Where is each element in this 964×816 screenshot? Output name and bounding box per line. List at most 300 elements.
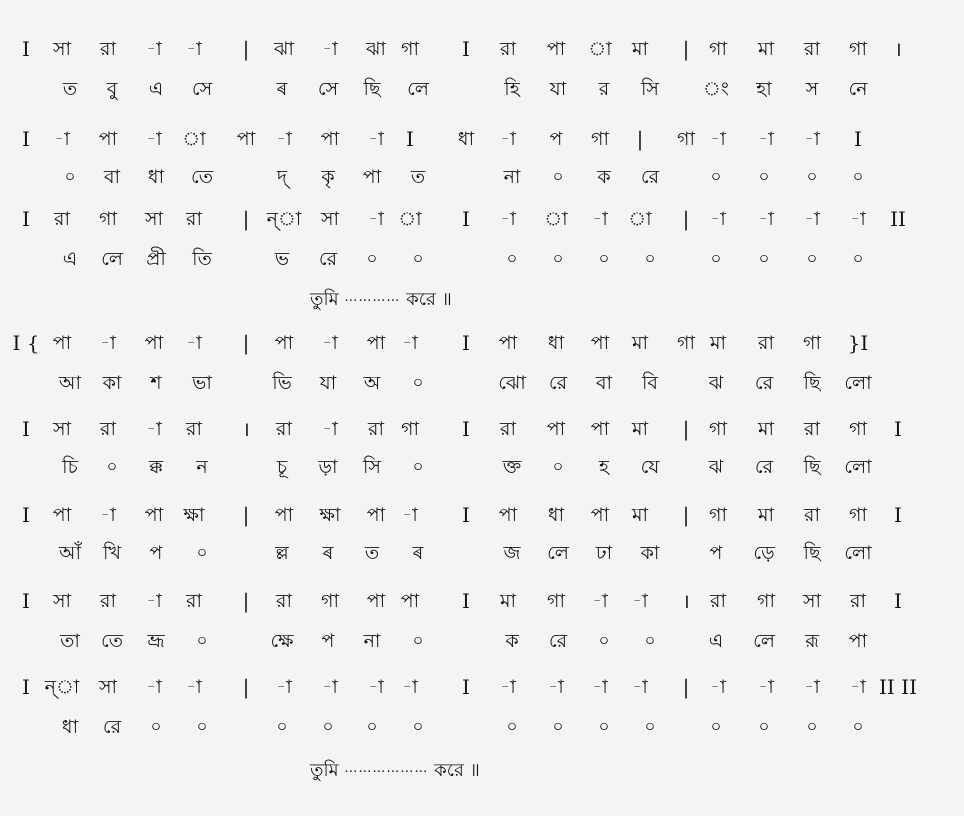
swara-note: গা — [757, 590, 775, 612]
swara-note: সা — [144, 208, 164, 230]
lyric-syllable: খি — [103, 542, 121, 564]
swara-note: রা — [804, 504, 820, 526]
swara-note: মা — [631, 504, 649, 526]
lyric-syllable: ৰ — [412, 542, 424, 564]
swara-note: মা — [631, 38, 649, 60]
lyric-syllable: ঝ — [708, 456, 724, 478]
swara-note: মা — [631, 418, 649, 440]
swara-note: া — [588, 38, 612, 60]
lyric-syllable: ০ — [552, 717, 564, 737]
lyric-syllable: সি — [641, 78, 659, 100]
lyric-syllable: না — [503, 166, 521, 188]
swara-note: রা — [804, 38, 820, 60]
swara-note: -া — [146, 128, 162, 150]
swara-note: -া — [402, 676, 418, 698]
lyric-syllable: ০ — [196, 543, 208, 563]
lyric-syllable: ড়া — [318, 456, 338, 478]
lyric-syllable: হা — [756, 78, 772, 100]
swara-note: -া — [758, 128, 774, 150]
swara-note: -া — [368, 676, 384, 698]
swara-note: ধা — [547, 504, 565, 526]
swara-note: ন্া — [44, 676, 80, 698]
lyric-syllable: ল্ল — [275, 542, 289, 564]
bar-line: | — [682, 207, 690, 231]
lyric-syllable: নে — [848, 78, 868, 100]
swara-note: রা — [500, 418, 516, 440]
swara-note: -া — [758, 208, 774, 230]
lyric-syllable: লে — [407, 78, 429, 100]
lyric-syllable: চি — [62, 456, 78, 478]
lyric-syllable: রে — [548, 372, 568, 394]
lyric-syllable: লো — [844, 542, 872, 564]
lyric-line — [0, 74, 964, 104]
lyric-syllable: স — [805, 78, 819, 100]
bar-line: I — [462, 37, 470, 61]
swara-note: পা — [590, 332, 610, 354]
swara-note: পা — [236, 128, 256, 150]
lyric-syllable: লে — [547, 542, 569, 564]
swara-note: া — [182, 128, 206, 150]
lyric-syllable: ০ — [644, 249, 656, 269]
swara-note: -া — [186, 332, 202, 354]
lyric-syllable: আঁ — [58, 542, 82, 564]
swara-note: পা — [366, 504, 386, 526]
swara-note: -া — [710, 208, 726, 230]
refrain-end: করে ॥ — [434, 760, 480, 781]
swara-note: গা — [591, 128, 609, 150]
lyric-syllable: এ — [62, 248, 78, 270]
swara-note: -া — [146, 676, 162, 698]
lyric-syllable: রে — [754, 372, 774, 394]
lyric-syllable: হ — [599, 456, 609, 478]
lyric-syllable: ০ — [644, 631, 656, 651]
bar-line: । — [894, 37, 902, 61]
swara-note: রা — [758, 332, 774, 354]
lyric-syllable: ০ — [598, 717, 610, 737]
swara-note: পা — [546, 418, 566, 440]
swara-note: -া — [850, 676, 866, 698]
refrain-dots: ……………… — [344, 761, 429, 776]
notation-line — [0, 328, 964, 358]
swara-note: -া — [548, 676, 564, 698]
swara-note: গা — [99, 208, 117, 230]
swara-note: ক্ষা — [319, 504, 341, 526]
bar-line: I — [22, 503, 30, 527]
lyric-syllable: বু — [106, 78, 118, 100]
lyric-syllable: এ — [708, 630, 724, 652]
swara-note: -া — [710, 128, 726, 150]
lyric-syllable: রূ — [805, 630, 819, 652]
bar-line: I — [22, 207, 30, 231]
lyric-line — [0, 538, 964, 568]
lyric-syllable: ০ — [806, 249, 818, 269]
lyric-syllable: বা — [595, 372, 613, 394]
lyric-syllable: অ — [363, 372, 381, 394]
swara-note: পা — [274, 504, 294, 526]
lyric-line — [0, 162, 964, 192]
lyric-syllable: ০ — [710, 717, 722, 737]
lyric-syllable: লো — [844, 372, 872, 394]
lyric-syllable: বি — [641, 372, 659, 394]
swara-note: -া — [850, 208, 866, 230]
bar-line: I — [22, 589, 30, 613]
bar-line: | — [242, 589, 250, 613]
bar-line: | — [242, 503, 250, 527]
swara-note: -া — [632, 590, 648, 612]
lyric-syllable: হি — [504, 78, 520, 100]
bar-line: | — [242, 37, 250, 61]
lyric-syllable: ধা — [61, 716, 79, 738]
swara-note: মা — [757, 38, 775, 60]
lyric-syllable: ধা — [147, 166, 165, 188]
refrain-line — [310, 756, 480, 784]
lyric-syllable: প — [149, 542, 163, 564]
notation-line — [0, 124, 964, 154]
swara-note: -া — [632, 676, 648, 698]
swara-note: ঝা — [366, 38, 386, 60]
lyric-syllable: ভ্রূ — [147, 630, 165, 652]
swara-note: গা — [321, 590, 339, 612]
swara-note: মা — [709, 332, 727, 354]
swara-note: সা — [52, 38, 72, 60]
swara-note: মা — [631, 332, 649, 354]
notation-line — [0, 586, 964, 616]
bar-line: | — [682, 37, 690, 61]
lyric-syllable: রে — [548, 630, 568, 652]
swara-note: গা — [401, 38, 419, 60]
lyric-syllable: আ — [58, 372, 82, 394]
lyric-syllable: ত — [410, 166, 426, 188]
lyric-syllable: ঢা — [595, 542, 613, 564]
lyric-syllable: ০ — [412, 373, 424, 393]
lyric-syllable: ০ — [412, 249, 424, 269]
swara-note: পা — [52, 504, 72, 526]
swara-note: গা — [709, 504, 727, 526]
swara-note: রা — [500, 38, 516, 60]
swara-note: -া — [368, 128, 384, 150]
lyric-syllable: যা — [549, 78, 567, 100]
lyric-syllable: না — [363, 630, 381, 652]
lyric-syllable: চূ — [276, 456, 288, 478]
bar-line: I — [22, 675, 30, 699]
lyric-syllable: ০ — [412, 631, 424, 651]
lyric-syllable: ক — [505, 630, 519, 652]
lyric-syllable: লো — [844, 456, 872, 478]
swara-note: -া — [368, 208, 384, 230]
swara-note: প — [549, 128, 563, 150]
lyric-syllable: রে — [102, 716, 122, 738]
swara-note: রা — [186, 590, 202, 612]
lyric-syllable: ০ — [366, 717, 378, 737]
lyric-syllable: প — [709, 542, 723, 564]
lyric-syllable: ০ — [366, 249, 378, 269]
swara-note: -া — [322, 418, 338, 440]
lyric-syllable: ছি — [803, 372, 821, 394]
lyric-syllable: প — [321, 630, 335, 652]
swara-note: গা — [401, 418, 419, 440]
lyric-syllable: ০ — [598, 249, 610, 269]
lyric-syllable: ০ — [710, 249, 722, 269]
lyric-syllable: ছি — [363, 78, 381, 100]
bar-line: I — [462, 417, 470, 441]
swara-note: গা — [709, 38, 727, 60]
lyric-syllable: প্রী — [146, 248, 166, 270]
swara-note: -া — [402, 332, 418, 354]
lyric-syllable: ০ — [552, 457, 564, 477]
lyric-syllable: যে — [640, 456, 660, 478]
notation-line — [0, 34, 964, 64]
swara-note: সা — [98, 676, 118, 698]
lyric-syllable: ভা — [192, 372, 212, 394]
bar-line: । — [682, 589, 690, 613]
lyric-syllable: ঝো — [498, 372, 526, 394]
swara-note: পা — [590, 418, 610, 440]
lyric-syllable: ছি — [803, 542, 821, 564]
swara-note: -া — [500, 208, 516, 230]
lyric-line — [0, 244, 964, 274]
lyric-syllable: ০ — [758, 717, 770, 737]
swara-note: সা — [52, 418, 72, 440]
bar-line: }I — [847, 331, 869, 355]
notation-line — [0, 204, 964, 234]
swara-note: পা — [366, 590, 386, 612]
swara-note: -া — [804, 128, 820, 150]
lyric-syllable: ঝ — [708, 372, 724, 394]
swara-note: -া — [276, 676, 292, 698]
swara-note: া — [544, 208, 568, 230]
bar-line: I — [854, 127, 862, 151]
lyric-syllable: ভি — [272, 372, 292, 394]
lyric-line — [0, 712, 964, 742]
swara-note: রা — [276, 590, 292, 612]
swara-note: গা — [677, 332, 695, 354]
lyric-syllable: ০ — [806, 717, 818, 737]
swara-note: সা — [52, 590, 72, 612]
swara-note: পা — [98, 128, 118, 150]
bar-line: | — [242, 675, 250, 699]
lyric-syllable: ০ — [506, 717, 518, 737]
lyric-syllable: ০ — [412, 457, 424, 477]
swara-note: ধা — [547, 332, 565, 354]
lyric-syllable: ০ — [552, 167, 564, 187]
swara-note: -া — [54, 128, 70, 150]
lyric-syllable: এ — [148, 78, 164, 100]
lyric-syllable: ০ — [758, 249, 770, 269]
lyric-syllable: ৰ — [322, 542, 334, 564]
lyric-syllable: সি — [363, 456, 381, 478]
bar-line: | — [242, 207, 250, 231]
lyric-syllable: ০ — [276, 717, 288, 737]
swara-note: গা — [709, 418, 727, 440]
lyric-line — [0, 626, 964, 656]
lyric-syllable: রে — [754, 456, 774, 478]
swara-note: রা — [100, 38, 116, 60]
swara-note: -া — [276, 128, 292, 150]
lyric-syllable: ং — [703, 78, 729, 100]
notation-line — [0, 414, 964, 444]
swara-note: পা — [52, 332, 72, 354]
swara-note: রা — [186, 208, 202, 230]
bar-line: I — [462, 331, 470, 355]
bar-line: I — [462, 207, 470, 231]
swara-note: সা — [802, 590, 822, 612]
lyric-syllable: জ — [503, 542, 521, 564]
swara-note: -া — [592, 676, 608, 698]
swara-note: -া — [100, 504, 116, 526]
swara-note: গা — [547, 590, 565, 612]
swara-note: -া — [100, 332, 116, 354]
lyric-syllable: তা — [60, 630, 80, 652]
bar-line: I — [406, 127, 414, 151]
lyric-syllable: র — [598, 78, 610, 100]
lyric-syllable: ক্ত — [502, 456, 522, 478]
swara-note: রা — [100, 418, 116, 440]
swara-note: মা — [757, 504, 775, 526]
lyric-syllable: ০ — [852, 717, 864, 737]
bar-line: | — [682, 417, 690, 441]
swara-note: -া — [186, 38, 202, 60]
swara-note: গা — [803, 332, 821, 354]
lyric-syllable: লে — [101, 248, 123, 270]
notation-line — [0, 500, 964, 530]
bar-line: I — [22, 37, 30, 61]
bar-line: I — [894, 503, 902, 527]
lyric-syllable: ০ — [758, 167, 770, 187]
lyric-syllable: ০ — [196, 717, 208, 737]
swara-note: মা — [499, 590, 517, 612]
swara-note: গা — [849, 38, 867, 60]
swara-note: মা — [757, 418, 775, 440]
swara-note: া — [398, 208, 422, 230]
swara-note: ন্া — [266, 208, 302, 230]
lyric-syllable: ভ — [274, 248, 290, 270]
swara-note: রা — [100, 590, 116, 612]
bar-line: I — [22, 417, 30, 441]
lyric-syllable: ০ — [852, 167, 864, 187]
refrain-start: তুমি — [310, 760, 339, 781]
bar-line: I — [894, 589, 902, 613]
lyric-syllable: বা — [103, 166, 121, 188]
lyric-syllable: ০ — [150, 717, 162, 737]
refrain-dots: ………… — [344, 290, 401, 305]
lyric-syllable: ০ — [412, 717, 424, 737]
swara-note: -া — [804, 676, 820, 698]
bar-line: I — [22, 127, 30, 151]
lyric-syllable: সে — [191, 78, 213, 100]
lyric-syllable: ০ — [598, 631, 610, 651]
swara-note: পা — [400, 590, 420, 612]
lyric-syllable: তি — [192, 248, 212, 270]
swara-note: -া — [322, 676, 338, 698]
swara-note: -া — [186, 676, 202, 698]
lyric-syllable: ০ — [552, 249, 564, 269]
bar-line: | — [682, 675, 690, 699]
bar-line: | — [636, 127, 644, 151]
bar-line: I — [462, 675, 470, 699]
swara-note: গা — [849, 504, 867, 526]
swara-note: পা — [144, 504, 164, 526]
swara-note: রা — [54, 208, 70, 230]
swara-note: -া — [146, 38, 162, 60]
lyric-syllable: ০ — [322, 717, 334, 737]
refrain-start: তুমি — [310, 289, 339, 310]
swara-note: -া — [322, 332, 338, 354]
lyric-syllable: ০ — [852, 249, 864, 269]
lyric-syllable: শ — [150, 372, 162, 394]
refrain-line — [310, 285, 452, 313]
lyric-syllable: তে — [101, 630, 123, 652]
lyric-syllable: ০ — [806, 167, 818, 187]
swara-note: -া — [146, 418, 162, 440]
swara-note: সা — [320, 208, 340, 230]
lyric-syllable: কৃ — [321, 166, 335, 188]
swara-note: -া — [500, 676, 516, 698]
swara-note: -া — [758, 676, 774, 698]
bar-line: II II — [879, 675, 917, 699]
lyric-syllable: ন — [196, 456, 208, 478]
swara-note: -া — [402, 504, 418, 526]
lyric-syllable: লে — [753, 630, 775, 652]
lyric-syllable: ত — [62, 78, 78, 100]
lyric-syllable: কা — [640, 542, 660, 564]
swara-note: গা — [677, 128, 695, 150]
swara-note: -া — [322, 38, 338, 60]
swara-note: পা — [546, 38, 566, 60]
lyric-syllable: ক — [597, 166, 611, 188]
bar-line: I — [462, 589, 470, 613]
lyric-syllable: ক্ক — [149, 456, 163, 478]
swara-note: রা — [850, 590, 866, 612]
swara-note: -া — [804, 208, 820, 230]
swara-note: পা — [366, 332, 386, 354]
swara-note: পা — [590, 504, 610, 526]
swara-note: পা — [274, 332, 294, 354]
bar-line: | — [242, 331, 250, 355]
swara-note: রা — [710, 590, 726, 612]
bar-line: | — [682, 503, 690, 527]
lyric-syllable: ক্ষে — [270, 630, 294, 652]
swara-note: পা — [320, 128, 340, 150]
lyric-syllable: ০ — [710, 167, 722, 187]
lyric-syllable: ছি — [803, 456, 821, 478]
lyric-line — [0, 452, 964, 482]
swara-note: ঝা — [274, 38, 294, 60]
lyric-syllable: ০ — [644, 717, 656, 737]
lyric-syllable: ০ — [106, 457, 118, 477]
lyric-syllable: রে — [318, 248, 338, 270]
lyric-syllable: ড়ে — [753, 542, 775, 564]
refrain-end: করে ॥ — [406, 289, 452, 310]
bar-line: I — [894, 417, 902, 441]
lyric-syllable: ০ — [506, 249, 518, 269]
swara-note: রা — [186, 418, 202, 440]
lyric-syllable: রে — [640, 166, 660, 188]
bar-line: I — [462, 503, 470, 527]
swara-note: -া — [592, 590, 608, 612]
lyric-syllable: ত — [364, 542, 380, 564]
swara-note: ধা — [457, 128, 475, 150]
lyric-syllable: ৰ — [276, 78, 288, 100]
lyric-syllable: তে — [191, 166, 213, 188]
lyric-syllable: সে — [317, 78, 339, 100]
lyric-syllable: পা — [848, 630, 868, 652]
bar-line: । — [242, 417, 250, 441]
swara-note: পা — [498, 504, 518, 526]
bar-line: I { — [12, 331, 40, 355]
bar-line: II — [890, 207, 906, 231]
swara-note: া — [628, 208, 652, 230]
swara-note: -া — [500, 128, 516, 150]
